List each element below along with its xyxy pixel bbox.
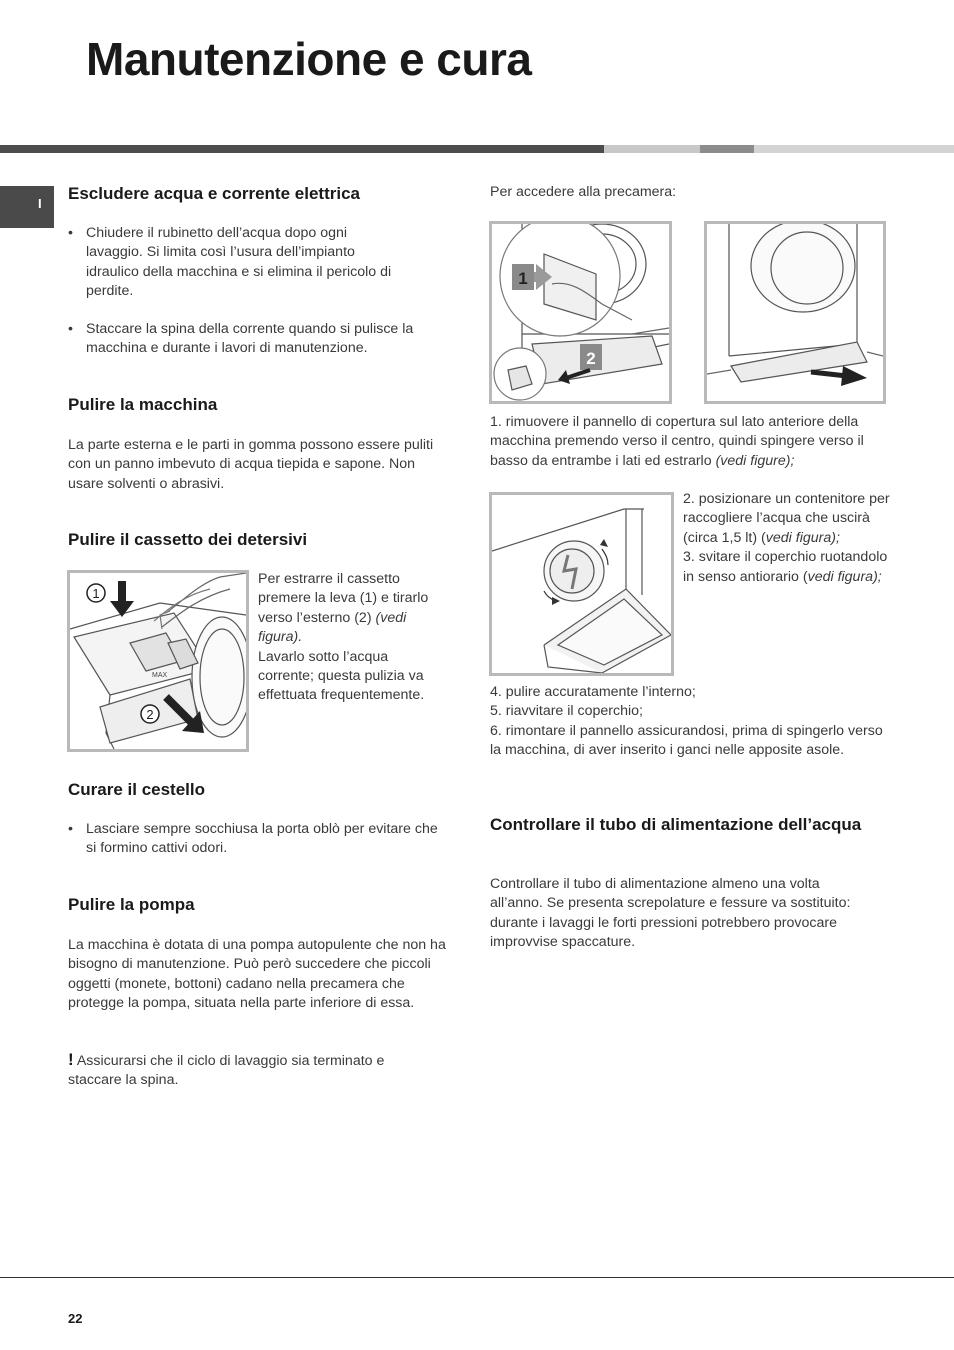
step-6-text: 6. rimontare il pannello assicurandosi, prima di spingerlo verso la macchina, di aver inserito i ganci nelle apposite asole.	[490, 722, 883, 759]
paragraph: La parte esterna e le parti in gomma possono essere puliti con un panno imbevuto di acqua tiepida e sapone. Non usare solventi o abrasivi.	[68, 437, 434, 492]
paragraph: Controllare il tubo di alimentazione almeno una volta all’anno. Se presenta screpolature e fessure va sostituito: durante i lavaggi le forti pressioni potrebbero provocare improvvise spaccature.	[490, 876, 851, 951]
precamera-intro: Per accedere alla precamera:	[490, 184, 677, 200]
header-bar-light-2	[754, 145, 954, 153]
drawer-figure	[67, 570, 249, 752]
bullet-dot: •	[68, 225, 73, 241]
header-bar-mid	[700, 145, 754, 153]
drawer-instructions	[258, 570, 442, 706]
section-title-water-hose: Controllare il tubo di alimentazione dell’acqua	[490, 815, 862, 834]
section-title-clean-machine: Pulire la macchina	[68, 395, 218, 414]
step-2-body: 2. posizionare un contenitore per raccogliere l’acqua che uscirà (circa 1,5 lt) (	[683, 491, 890, 546]
list-item	[68, 224, 396, 302]
step-badge-2-label: 2	[586, 349, 596, 368]
list-item	[68, 320, 442, 359]
section-title-pump: Pulire la pompa	[68, 895, 195, 914]
step-2-3-text	[683, 490, 893, 587]
panel-removal-figure-a	[489, 221, 672, 404]
page-title: Manutenzione e cura	[86, 33, 532, 85]
footer-rule	[0, 1277, 954, 1278]
pump-cap-figure	[489, 492, 674, 676]
step-1-body: 1. rimuovere il pannello di copertura sul lato anteriore della macchina premendo verso il centro, quindi spingere verso il basso da entrambe i lati ed estrarlo	[490, 414, 864, 469]
page-number: 22	[68, 1311, 83, 1326]
step-2-italic: vedi figura	[765, 529, 832, 546]
language-tab: I	[0, 186, 54, 228]
panel-removal-figure-b	[704, 221, 886, 404]
step-3-body: 3. svitare il coperchio ruotandolo in senso antiorario (	[683, 549, 888, 585]
drawer-text-b: Lavarlo sotto l’acqua corrente; questa pulizia va effettuata frequentemente.	[258, 648, 425, 704]
panel-removal-illustration-b	[707, 224, 883, 401]
warning-text: Assicurarsi che il ciclo di lavaggio sia terminato e staccare la spina.	[68, 1053, 385, 1089]
warning-icon: !	[68, 1050, 74, 1069]
section-title-detergent-drawer: Pulire il cassetto dei detersivi	[68, 530, 308, 549]
step-3-italic: vedi figura	[807, 568, 874, 585]
bullet-dot: •	[68, 821, 73, 837]
rotate-arrow-icon-2	[552, 597, 560, 605]
bullet-dot: •	[68, 321, 73, 337]
header-bar-light	[604, 145, 700, 153]
step-3-end: );	[873, 568, 882, 585]
steps-4-6	[490, 683, 886, 761]
svg-text:2: 2	[146, 707, 154, 722]
step-2-end: );	[831, 529, 840, 546]
bullet-text: Chiudere il rubinetto dell’acqua dopo ogni lavaggio. Si limita così l’usura dell’impianto idraulico della macchina e si elimina il pericolo di perdite.	[86, 225, 392, 300]
pump-cap-illustration	[492, 495, 671, 673]
header-bar-dark	[0, 145, 604, 153]
list-item	[68, 820, 438, 859]
step-4-text: 4. pulire accuratamente l’interno;	[490, 684, 696, 700]
svg-text:1: 1	[92, 586, 100, 601]
step-1-italic: (vedi figure);	[715, 452, 795, 469]
rotate-arrow-icon	[600, 539, 608, 547]
step-1-text	[490, 413, 886, 471]
step-5-text: 5. riavvitare il coperchio;	[490, 703, 643, 720]
bullet-text: Lasciare sempre socchiusa la porta oblò per evitare che si formino cattivi odori.	[86, 821, 438, 857]
drawer-text-a-italic: (vedi figura).	[258, 609, 407, 646]
panel-removal-illustration-a	[492, 224, 669, 401]
warning-note	[68, 1050, 438, 1091]
drawer-text-a: Per estrarre il cassetto premere la leva (1) e tirarlo verso l’esterno (2)	[258, 571, 429, 626]
section-title-drum: Curare il cestello	[68, 780, 206, 799]
step-marker-2	[141, 705, 159, 723]
drawer-illustration	[70, 573, 246, 749]
max-label: MAX	[152, 672, 168, 679]
step-badge-1-label: 1	[518, 269, 528, 288]
bullet-text: Staccare la spina della corrente quando si pulisce la macchina e durante i lavori di manutenzione.	[86, 321, 414, 357]
paragraph: La macchina è dotata di una pompa autopulente che non ha bisogno di manutenzione. Può però succedere che piccoli oggetti (monete, bottoni) cadano nella precamera che protegge la pompa, situata nella parte inferiore di essa.	[68, 937, 446, 1012]
step-marker-1	[87, 584, 105, 602]
section-title-disconnect: Escludere acqua e corrente elettrica	[68, 184, 360, 203]
